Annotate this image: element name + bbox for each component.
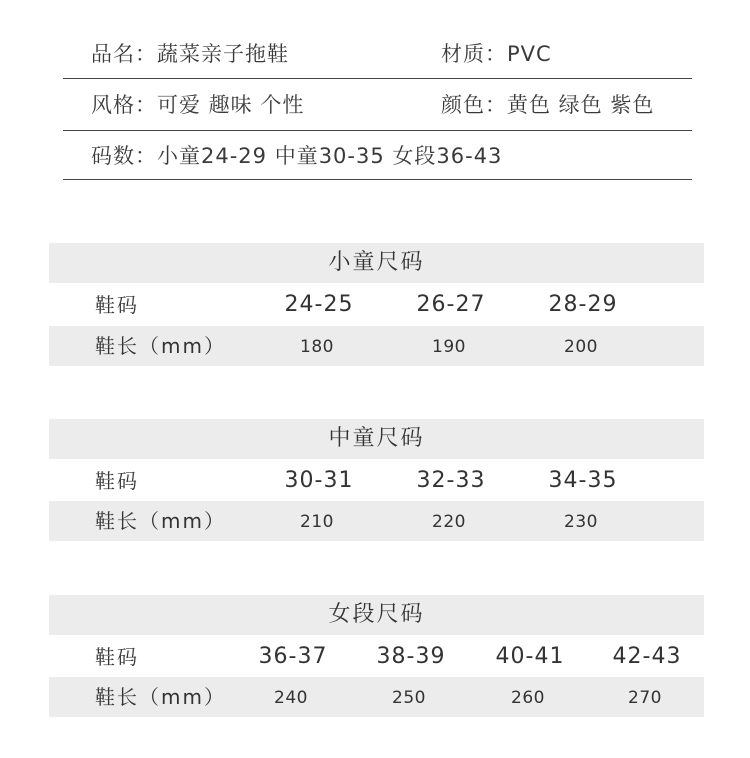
material-value: PVC [507,42,552,66]
shoe-length-cell: 200 [564,337,598,357]
shoe-length-cell: 230 [564,512,598,532]
info-row-sizes [91,136,672,176]
shoe-size-cell: 32-33 [416,468,486,493]
info-row-name-material [91,34,672,74]
color-label: 颜色： [441,93,507,117]
shoe-size-cell: 34-35 [548,468,618,493]
shoe-length-cell: 250 [392,688,426,708]
shoe-length-label: 鞋长（mm） [95,334,226,358]
style-value: 可爱 趣味 个性 [157,93,305,117]
shoe-length-label: 鞋长（mm） [95,685,226,709]
shoe-size-label: 鞋码 [95,645,139,669]
size-range-value: 小童24-29 中童30-35 女段36-43 [157,144,503,168]
shoe-size-cell: 40-41 [495,644,565,669]
color-field [441,85,654,125]
info-row-style-color [91,85,672,125]
shoe-size-label: 鞋码 [95,293,139,317]
shoe-length-cell: 270 [628,688,662,708]
material-label: 材质： [441,42,507,66]
style-label: 风格： [91,93,157,117]
table-title: 小童尺码 [328,250,425,275]
shoe-length-cell: 180 [300,337,334,357]
shoe-size-cell: 26-27 [416,292,486,317]
shoe-size-cell: 30-31 [284,468,354,493]
shoe-size-cell: 28-29 [548,292,618,317]
shoe-length-cell: 240 [274,688,308,708]
shoe-length-label: 鞋长（mm） [95,509,226,533]
table-title: 中童尺码 [328,426,425,451]
size-table-medium [49,419,704,542]
size-table-small [49,243,704,366]
product-name-value: 蔬菜亲子拖鞋 [157,42,289,66]
shoe-size-label: 鞋码 [95,469,139,493]
color-value: 黄色 绿色 紫色 [507,93,655,117]
product-info [63,34,692,184]
shoe-size-cell: 38-39 [376,644,446,669]
material-field [441,34,552,74]
divider-2 [63,130,692,131]
shoe-length-cell: 220 [432,512,466,532]
shoe-length-cell: 260 [511,688,545,708]
product-name-label: 品名： [91,42,157,66]
shoe-length-cell: 210 [300,512,334,532]
table-title: 女段尺码 [328,602,425,627]
shoe-size-cell: 36-37 [258,644,328,669]
divider-3 [63,179,692,180]
size-range-label: 码数： [91,144,157,168]
divider-1 [63,78,692,79]
shoe-size-cell: 24-25 [284,292,354,317]
shoe-size-cell: 42-43 [612,644,682,669]
shoe-length-cell: 190 [432,337,466,357]
size-table-women [49,595,704,718]
